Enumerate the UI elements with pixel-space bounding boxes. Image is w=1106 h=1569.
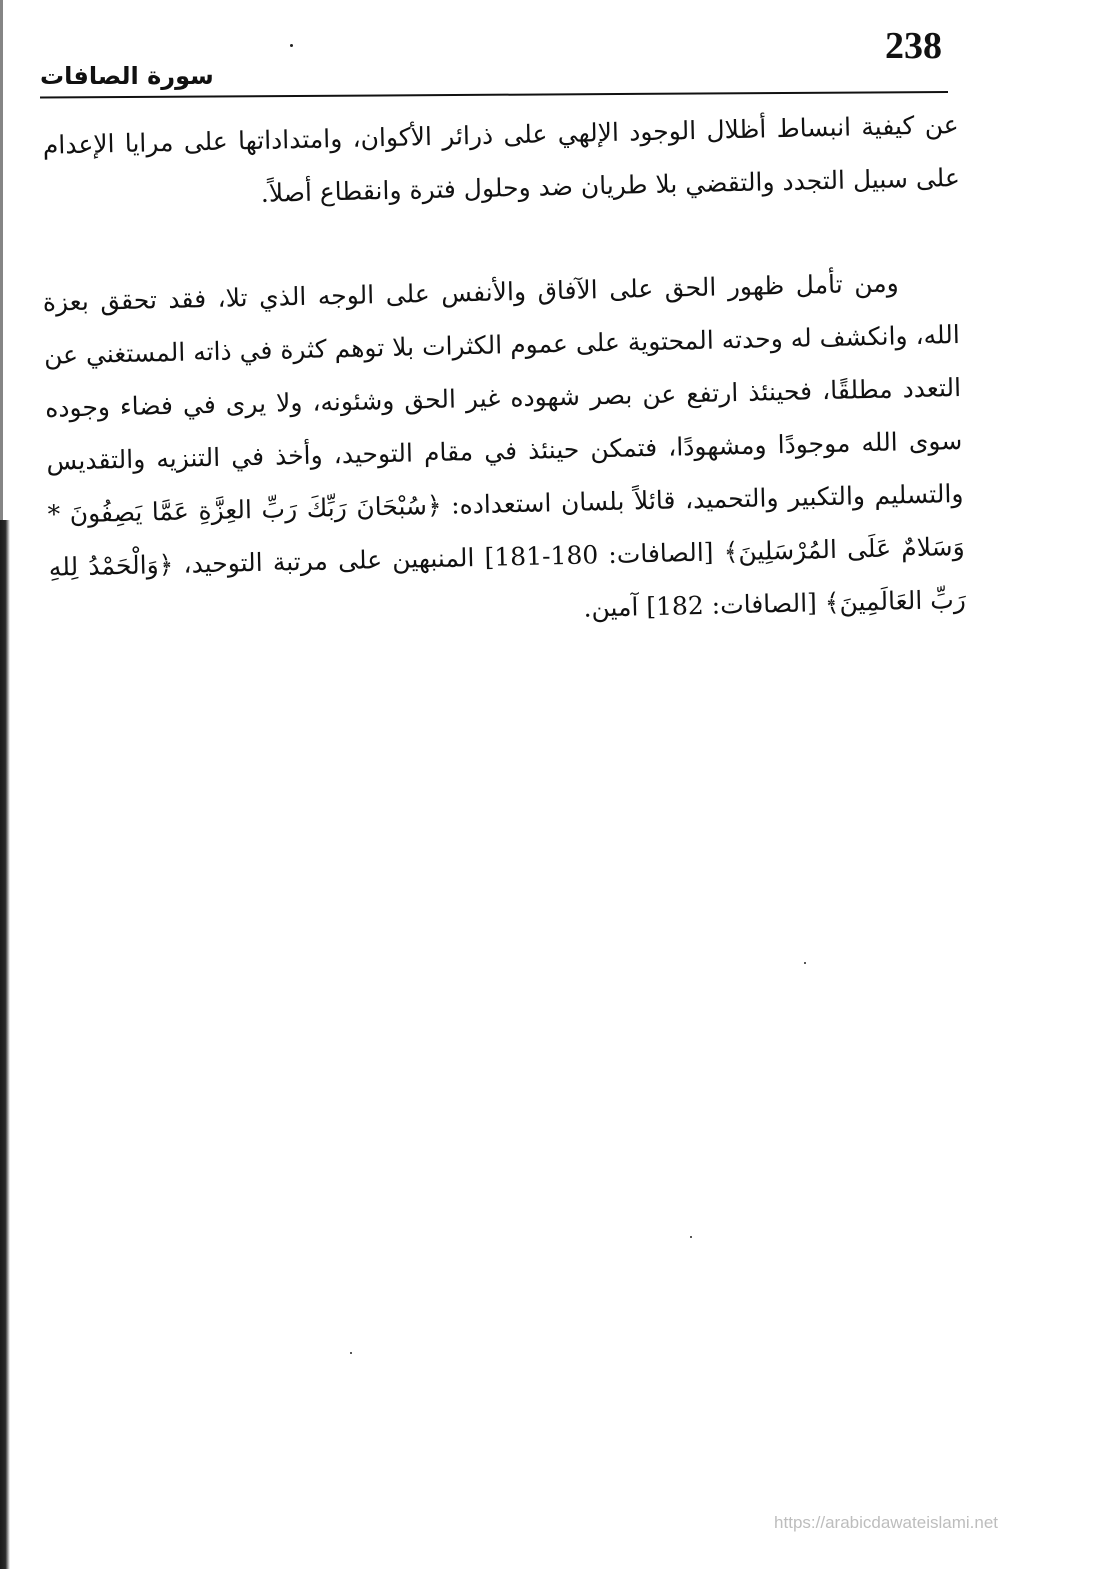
scan-speck <box>804 962 806 964</box>
source-watermark: https://arabicdawateislami.net <box>774 1513 998 1532</box>
running-title: سورة الصافات <box>40 62 214 90</box>
page-number: 238 <box>885 25 942 67</box>
scan-shadow-edge <box>0 520 10 1569</box>
page-header <box>40 20 948 98</box>
scan-speck <box>290 44 293 47</box>
scan-speck <box>350 1352 352 1354</box>
body-paragraph-2: ومن تأمل ظهور الحق على الآفاق والأنفس على الوجه الذي تلا، فقد تحقق بعزة الله، وانكشف له وحدته المحتوية على عموم الكثرات بلا توهم كثرة في ذاته المستغني عن التعدد مطلقًا، فحينئذ ارتفع عن بصر شهوده غير الحق وشئونه، ولا يرى في فضاء وجوده سوى الله موجودًا ومشهودًا، فتمكن حينئذ في مقام التوحيد، وأخذ في التنزيه والتقديس والتسليم والتكبير والتحميد، قائلاً بلسان استعداده: ﴿سُبْحَانَ رَبِّكَ رَبِّ العِزَّةِ عَمَّا يَصِفُونَ * وَسَلامٌ عَلَى المُرْسَلِينَ﴾ [الصافات: 180-181] المنبهين على مرتبة التوحيد، ﴿وَالْحَمْدُ لِلهِ رَبِّ العَالَمِينَ﴾ [الصافات: 182] آمين. <box>42 268 967 623</box>
body-paragraph-1: عن كيفية انبساط أظلال الوجود الإلهي على ذرائر الأكوان، وامتداداتها على مرايا الإعدام على سبيل التجدد والتقضي بلا طريان ضد وحلول فترة وانقطاع أصلاً. <box>42 109 961 208</box>
scan-speck <box>690 1236 692 1238</box>
scan-shadow-top <box>0 0 3 520</box>
